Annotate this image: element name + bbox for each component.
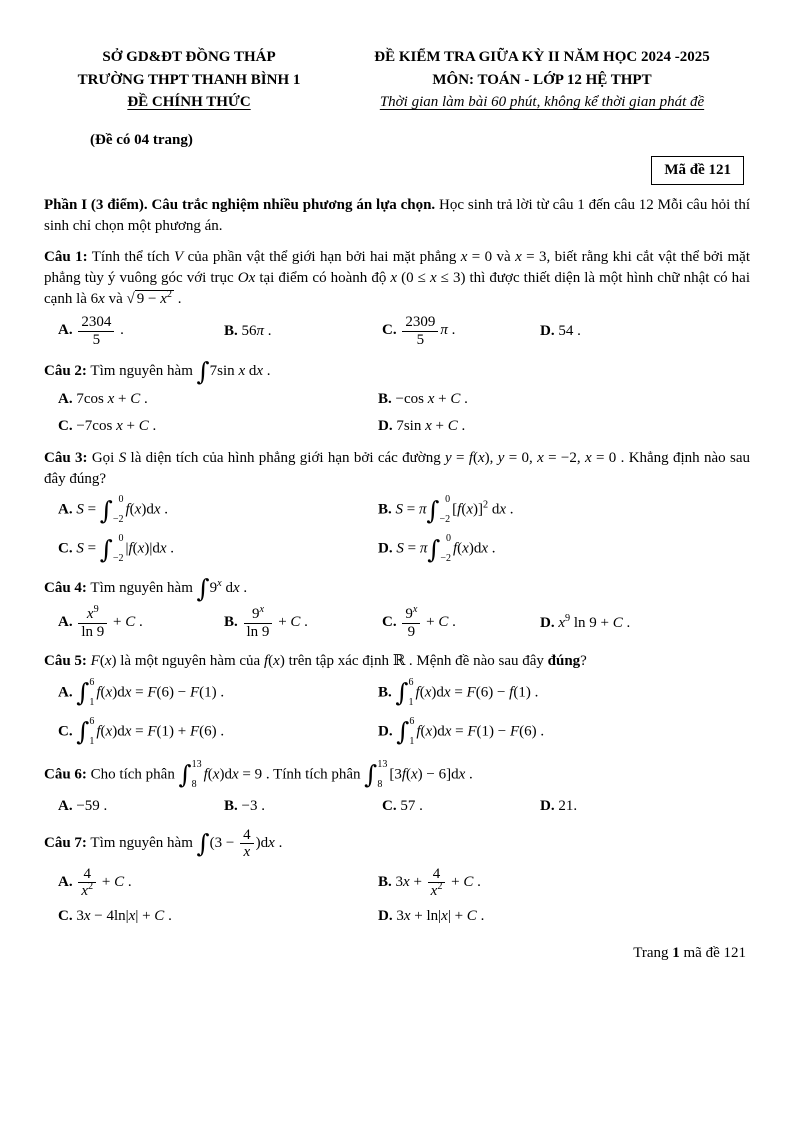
question-number: Câu 5: [44,652,87,669]
exam-title: ĐỀ KIỂM TRA GIỮA KỲ II NĂM HỌC 2024 -2025 [374,49,710,65]
question-2 [44,356,750,437]
option-label: A. [58,683,73,700]
option-c: C. ∫ 6 1 f(x)dx = F(1) + F(6) . [58,715,225,747]
option-b: B. ∫ 6 1 f(x)dx = F(6) − f(1) . [378,676,539,708]
options [44,389,750,437]
option-label: D. [378,907,393,924]
option-b: B. 56π . [224,322,272,339]
question-3 [44,448,750,565]
option-b: B. S = π ∫ 0 −2 $[f(x)]^2$ dx . [378,494,514,526]
questions [44,247,750,926]
exam-code-wrap [44,156,744,185]
option-label: B. [378,683,392,700]
options [44,314,750,347]
option-label: B. [378,501,392,518]
option-c: C. 3x − 4ln|x| + C . [58,907,172,924]
department-name: SỞ GD&ĐT ĐỒNG THÁP [102,49,276,65]
option-c: C. −7cos x + C . [58,418,157,435]
question-number: Câu 4: [44,580,87,597]
option-b: B. −cos x + C . [378,390,468,407]
option-label: B. [224,322,238,339]
option-d: D. 54 . [540,322,581,339]
question-text: Câu 5: F(x) là một nguyên hàm của f(x) trên tập xác định ℝ . Mệnh đề nào sau đây đúng? [44,652,587,669]
option-label: D. [378,418,393,435]
part-one-instructions: Học sinh trả lời từ câu 1 đến câu 12 Mỗi câu hỏi thí sinh chỉ chọn một phương án. [44,196,751,234]
question-text: Câu 3: Gọi S là diện tích của hình phẳng giới hạn bởi các đường y = f(x), y = 0, x = −2, x = 0 . Khẳng định nào sau đây đúng? [44,450,751,487]
option-label: A. [58,873,73,890]
option-label: D. [540,614,555,631]
option-c: C. $\frac{9^x}{9}$ + C . [382,604,456,640]
option-b: B. $\frac{9^x}{\ln 9}$ + C . [224,604,308,640]
subject-line: MÔN: TOÁN - LỚP 12 HỆ THPT [432,71,652,88]
option-label: A. [58,390,73,407]
options [44,866,750,927]
question-number: Câu 3: [44,450,88,467]
question-6 [44,759,750,817]
option-a: A. ∫ 6 1 f(x)dx = F(6) − F(1) . [58,676,225,708]
option-label: D. [540,322,555,339]
options [44,494,750,565]
option-d: D. 3x + ln|x| + C . [378,907,485,924]
exam-code-box: Mã đề 121 [651,156,744,185]
option-a: A. S = ∫ 0 −2 f(x)dx . [58,494,168,526]
question-number: Câu 6: [44,765,87,782]
option-label: A. [58,322,73,339]
option-d: D. 21. [540,797,578,814]
option-a: A. $\frac{x^9}{\ln 9}$ + C . [58,604,143,640]
question-text: Câu 1: Tính thể tích V của phần vật thể giới hạn bởi hai mặt phẳng x = 0 và x = 3, biết rằng khi cắt vật thể bởi mặt phẳng tùy ý vuông góc với trục Ox tại điểm có hoành độ x (0 ≤ x ≤ 3) thì được thiết diện là một hình chữ nhật có hai cạnh là 6x và √ $9 - x^2$ . [44,249,751,307]
question-4 [44,576,750,639]
option-label: B. [378,390,392,407]
option-label: C. [382,614,397,631]
option-a: A. $\frac{2304}{5}$ . [58,314,124,348]
option-b: B. 3x + $\frac{4}{x^2}$ + C . [378,865,481,899]
question-number: Câu 7: [44,835,87,852]
question-number: Câu 2: [44,362,87,379]
duration-line: Thời gian làm bài 60 phút, không kể thời gian phát đề [379,94,705,110]
option-label: D. [378,540,393,557]
school-name: TRƯỜNG THPT THANH BÌNH 1 [77,71,301,88]
option-a: A. 7cos x + C . [58,390,148,407]
question-text: Câu 6: Cho tích phân ∫ 13 8 f(x)dx = 9 . Tính tích phân ∫ 13 8 [3f(x) − 6]dx . [44,758,473,790]
part-one-title: Phần I (3 điểm). Câu trắc nghiệm nhiều phương án lựa chọn. [44,196,436,213]
pages-note: (Đề có 04 trang) [90,131,193,148]
option-label: A. [58,501,73,518]
official-exam-label: ĐỀ CHÍNH THỨC [127,94,251,110]
page-footer: Trang 1 mã đề 121 [633,944,746,961]
question-7 [44,827,750,926]
option-label: D. [378,722,393,739]
option-c: C. S = ∫ 0 −2 |f(x)|dx . [58,533,175,565]
option-label: C. [58,418,73,435]
option-label: C. [58,540,73,557]
options [44,796,750,817]
option-c: C. $\frac{2309}{5}$ π . [382,314,456,348]
option-d: D. $x^9$ ln 9 + C . [540,612,631,631]
option-label: D. [540,797,555,814]
option-d: D. S = π ∫ 0 −2 f(x)dx . [378,533,496,565]
question-text: Câu 7: Tìm nguyên hàm ∫(3 − $\frac{4}{x}$ )dx . [44,827,283,861]
header-left [44,46,334,114]
question-text: Câu 2: Tìm nguyên hàm ∫7sin x dx . [44,356,271,386]
option-b: B. −3 . [224,797,265,814]
option-a: A. $\frac{4}{x^2}$ + C . [58,865,132,899]
question-text: Câu 4: Tìm nguyên hàm ∫9$^x$ dx . [44,574,248,604]
question-5 [44,651,750,748]
question-1 [44,247,750,347]
option-a: A. −59 . [58,797,108,814]
option-d: D. ∫ 6 1 f(x)dx = F(1) − F(6) . [378,715,545,747]
option-label: B. [378,873,392,890]
header-right [334,46,750,114]
option-label: C. [382,797,397,814]
option-label: B. [224,614,238,631]
option-label: B. [224,797,238,814]
option-label: A. [58,797,73,814]
options [44,677,750,748]
option-label: C. [382,322,397,339]
header [44,46,750,114]
option-label: A. [58,614,73,631]
option-label: C. [58,722,73,739]
part-one-intro [44,195,750,236]
options [44,606,750,639]
option-c: C. 57 . [382,797,423,814]
option-label: C. [58,907,73,924]
option-d: D. 7sin x + C . [378,418,466,435]
question-number: Câu 1: [44,249,88,266]
